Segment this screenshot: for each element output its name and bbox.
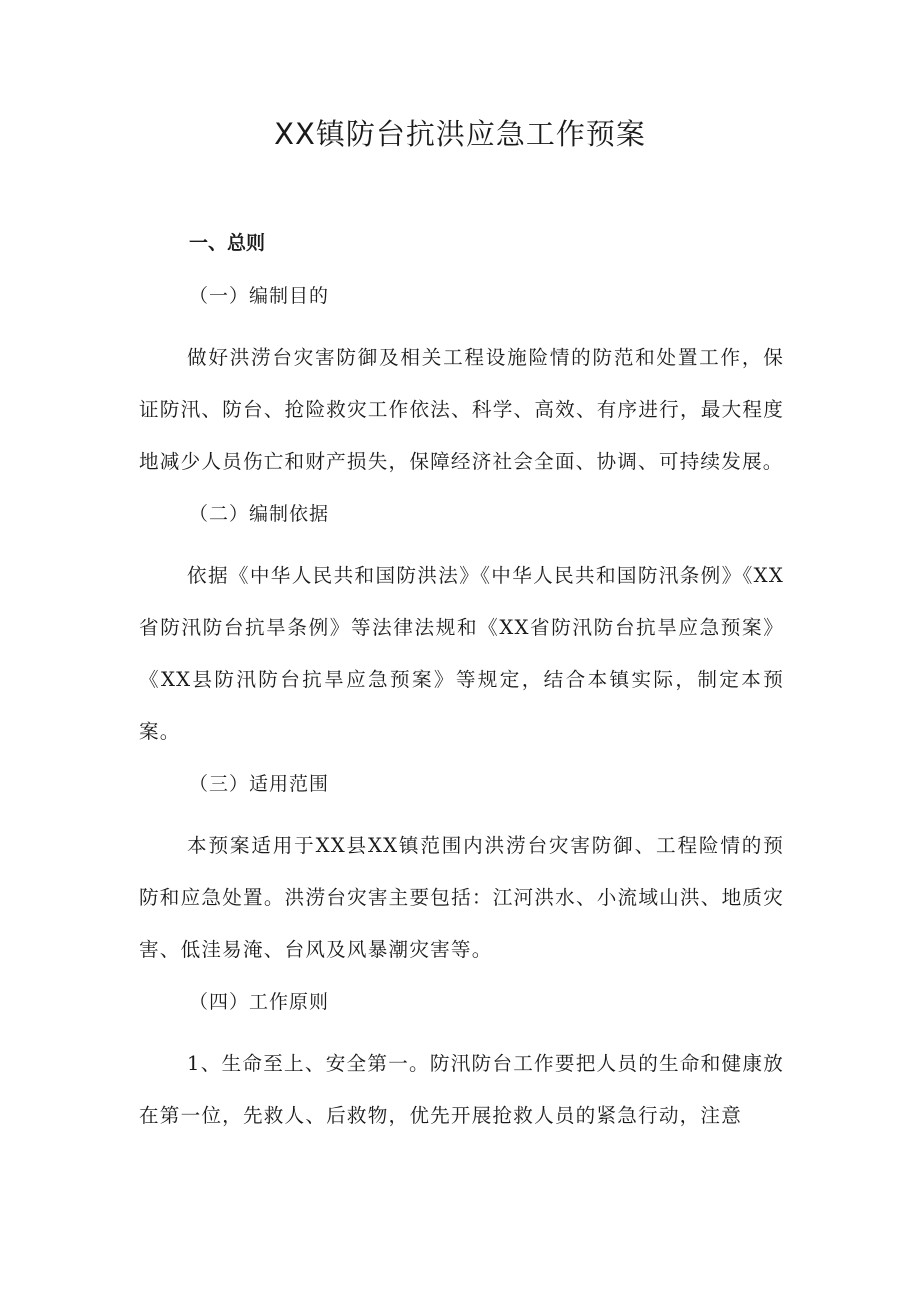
paragraph-scope: 本预案适用于XX县XX镇范围内洪涝台灾害防御、工程险情的预防和应急处置。洪涝台灾害主要包括：江河洪水、小流域山洪、地质灾害、低洼易淹、台风及风暴潮灾害等。 bbox=[139, 834, 784, 961]
paragraph-basis: 依据《中华人民共和国防洪法》《中华人民共和国防汛条例》《XX省防汛防台抗旱条例》等法律法规和《XX省防汛防台抗旱应急预案》《XX县防汛防台抗旱应急预案》等规定，结合本镇实际，制定本预案。 bbox=[139, 564, 784, 743]
subsection-heading-purpose: （一）编制目的 bbox=[189, 285, 330, 307]
subsection-heading-basis: （二）编制依据 bbox=[189, 503, 330, 525]
paragraph-purpose: 做好洪涝台灾害防御及相关工程设施险情的防范和处置工作，保证防汛、防台、抢险救灾工作依法、科学、高效、有序进行，最大程度地减少人员伤亡和财产损失，保障经济社会全面、协调、可持续发展。 bbox=[139, 346, 784, 473]
document-body bbox=[139, 226, 784, 1151]
subsection-heading-principles: （四）工作原则 bbox=[189, 991, 330, 1013]
paragraph-principle-1: 1、生命至上、安全第一。防汛防台工作要把人员的生命和健康放在第一位，先救人、后救物，优先开展抢救人员的紧急行动，注意 bbox=[139, 1052, 784, 1127]
section-heading-general: 一、总则 bbox=[189, 232, 266, 254]
document-title: XX镇防台抗洪应急工作预案 bbox=[274, 117, 646, 151]
subsection-heading-scope: （三）适用范围 bbox=[189, 773, 330, 795]
